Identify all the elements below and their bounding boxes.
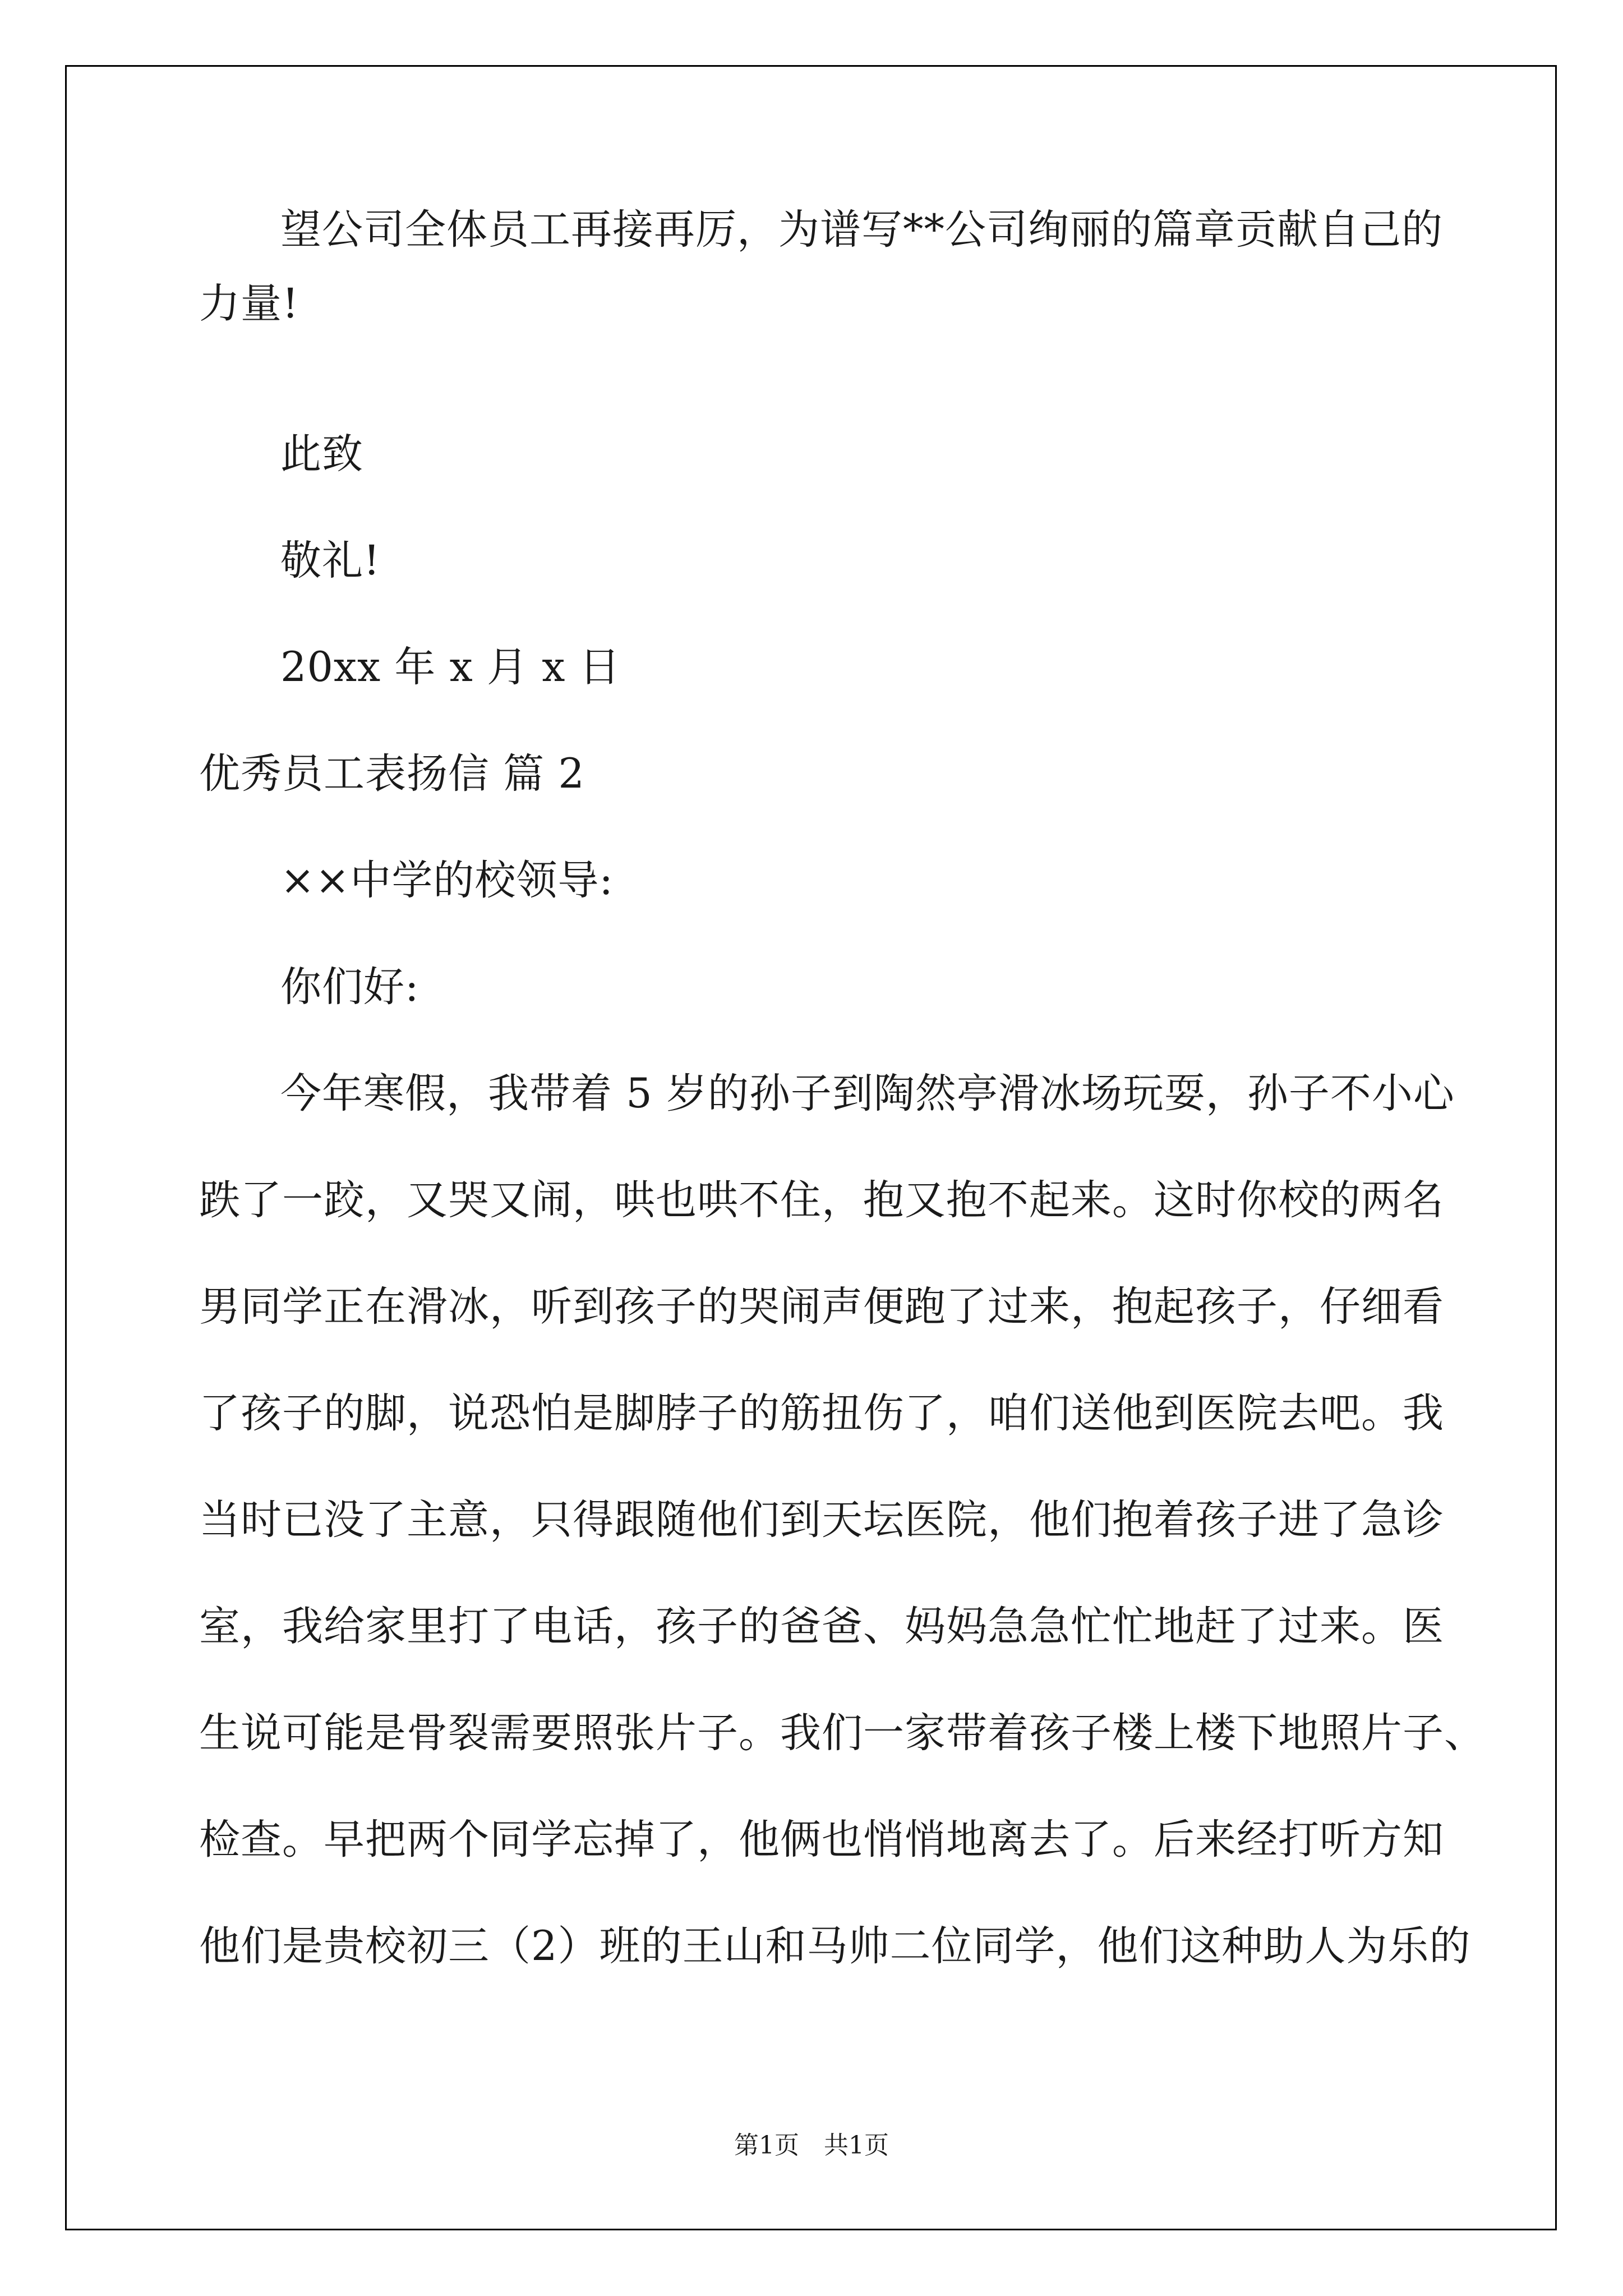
paragraph-line: 检查。早把两个同学忘掉了，他俩也悄悄地离去了。后来经打听方知 (199, 1816, 1444, 1864)
section-heading: 优秀员工表扬信 篇 2 (199, 750, 585, 798)
page-footer: 第1页 共1页 (734, 2131, 889, 2160)
paragraph-line: 他们是贵校初三（2）班的王山和马帅二位同学，他们这种助人为乐的 (199, 1922, 1471, 1970)
greeting: 你们好: (280, 963, 419, 1011)
paragraph-line: 今年寒假，我带着 5 岁的孙子到陶然亭滑冰场玩耍，孙子不小心 (280, 1070, 1455, 1117)
paragraph-line: 生说可能是骨裂需要照张片子。我们一家带着孩子楼上楼下地照片子、 (199, 1709, 1486, 1757)
recipient-greeting: ××中学的校领导: (280, 857, 614, 904)
paragraph-line: 室，我给家里打了电话，孩子的爸爸、妈妈急急忙忙地赶了过来。医 (199, 1603, 1444, 1650)
paragraph-line: 力量! (199, 280, 299, 328)
closing-salutation: 此致 (280, 430, 363, 478)
page-border (65, 65, 1557, 2230)
paragraph-line: 当时已没了主意，只得跟随他们到天坛医院，他们抱着孩子进了急诊 (199, 1496, 1444, 1544)
closing-regards: 敬礼! (280, 537, 381, 585)
paragraph-line: 望公司全体员工再接再厉，为谱写**公司绚丽的篇章贡献自己的 (280, 206, 1443, 254)
paragraph-line: 男同学正在滑冰，听到孩子的哭闹声便跑了过来，抱起孩子，仔细看 (199, 1283, 1444, 1331)
letter-date: 20xx 年 x 月 x 日 (280, 643, 621, 691)
paragraph-line: 了孩子的脚，说恐怕是脚脖子的筋扭伤了，咱们送他到医院去吧。我 (199, 1389, 1444, 1437)
paragraph-line: 跌了一跤，又哭又闹，哄也哄不住，抱又抱不起来。这时你校的两名 (199, 1176, 1444, 1224)
